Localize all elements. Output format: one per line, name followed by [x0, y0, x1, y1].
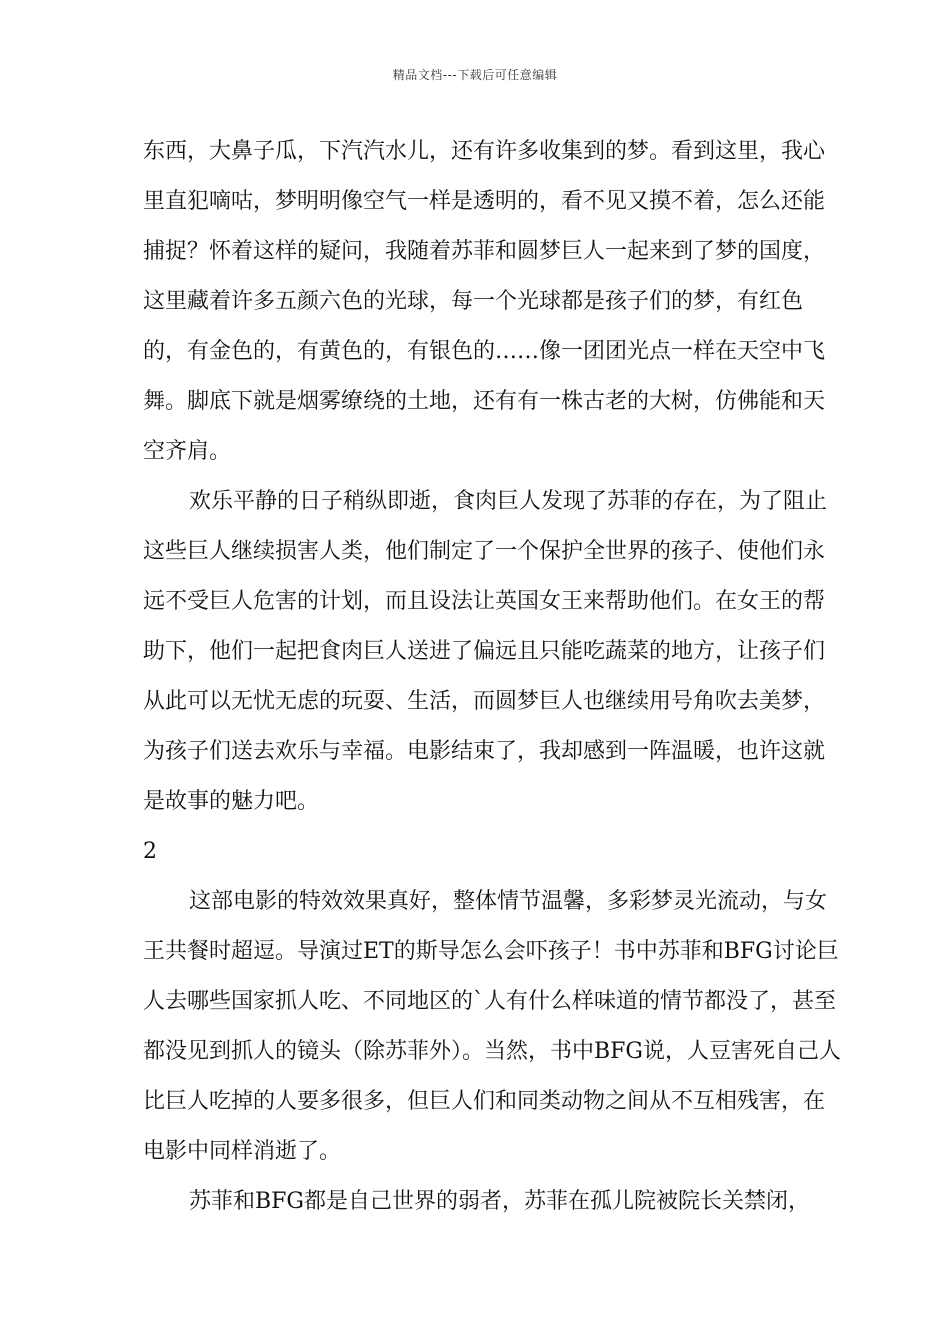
- paragraph-4: 苏菲和BFG都是自己世界的弱者，苏菲在孤儿院被院长关禁闭，: [189, 1189, 811, 1214]
- section-number: 2: [143, 839, 157, 864]
- paragraph-3: 这部电影的特效效果真好，整体情节温馨，多彩梦灵光流动，与女王共餐时超逗。导演过ET的斯导怎么会吓孩子！书中苏菲和BFG讨论巨人去哪些国家抓人吃、不同地区的`人有什么样味道的情节都没了，甚至都没见到抓人的镜头（除苏菲外）。当然，书中BFG说，人豆害死自己人比巨人吃掉的人要多很多，但巨人们和同类动物之间从不互相残害，在电影中同样消逝了。: [143, 889, 842, 1164]
- paragraph-2: 欢乐平静的日子稍纵即逝，食肉巨人发现了苏菲的存在，为了阻止这些巨人继续损害人类，他们制定了一个保护全世界的孩子、使他们永远不受巨人危害的计划，而且设法让英国女王来帮助他们。在女王的帮助下，他们一起把食肉巨人送进了偏远且只能吃蔬菜的地方，让孩子们从此可以无忧无虑的玩耍、生活，而圆梦巨人也继续用号角吹去美梦，为孩子们送去欢乐与幸福。电影结束了，我却感到一阵温暖，也许这就是故事的魅力吧。: [143, 489, 828, 814]
- body-text: [143, 127, 843, 1227]
- page-header: 精品文档---下载后可任意编辑: [392, 68, 558, 82]
- paragraph-1: 东西，大鼻子瓜，下汽汽水儿，还有许多收集到的梦。看到这里，我心里直犯嘀咕，梦明明像空气一样是透明的，看不见又摸不着，怎么还能捕捉？怀着这样的疑问，我随着苏菲和圆梦巨人一起来到了梦的国度，这里藏着许多五颜六色的光球，每一个光球都是孩子们的梦，有红色的，有金色的，有黄色的，有银色的……像一团团光点一样在天空中飞舞。脚底下就是烟雾缭绕的土地，还有有一株古老的大树，仿佛能和天空齐肩。: [143, 139, 826, 464]
